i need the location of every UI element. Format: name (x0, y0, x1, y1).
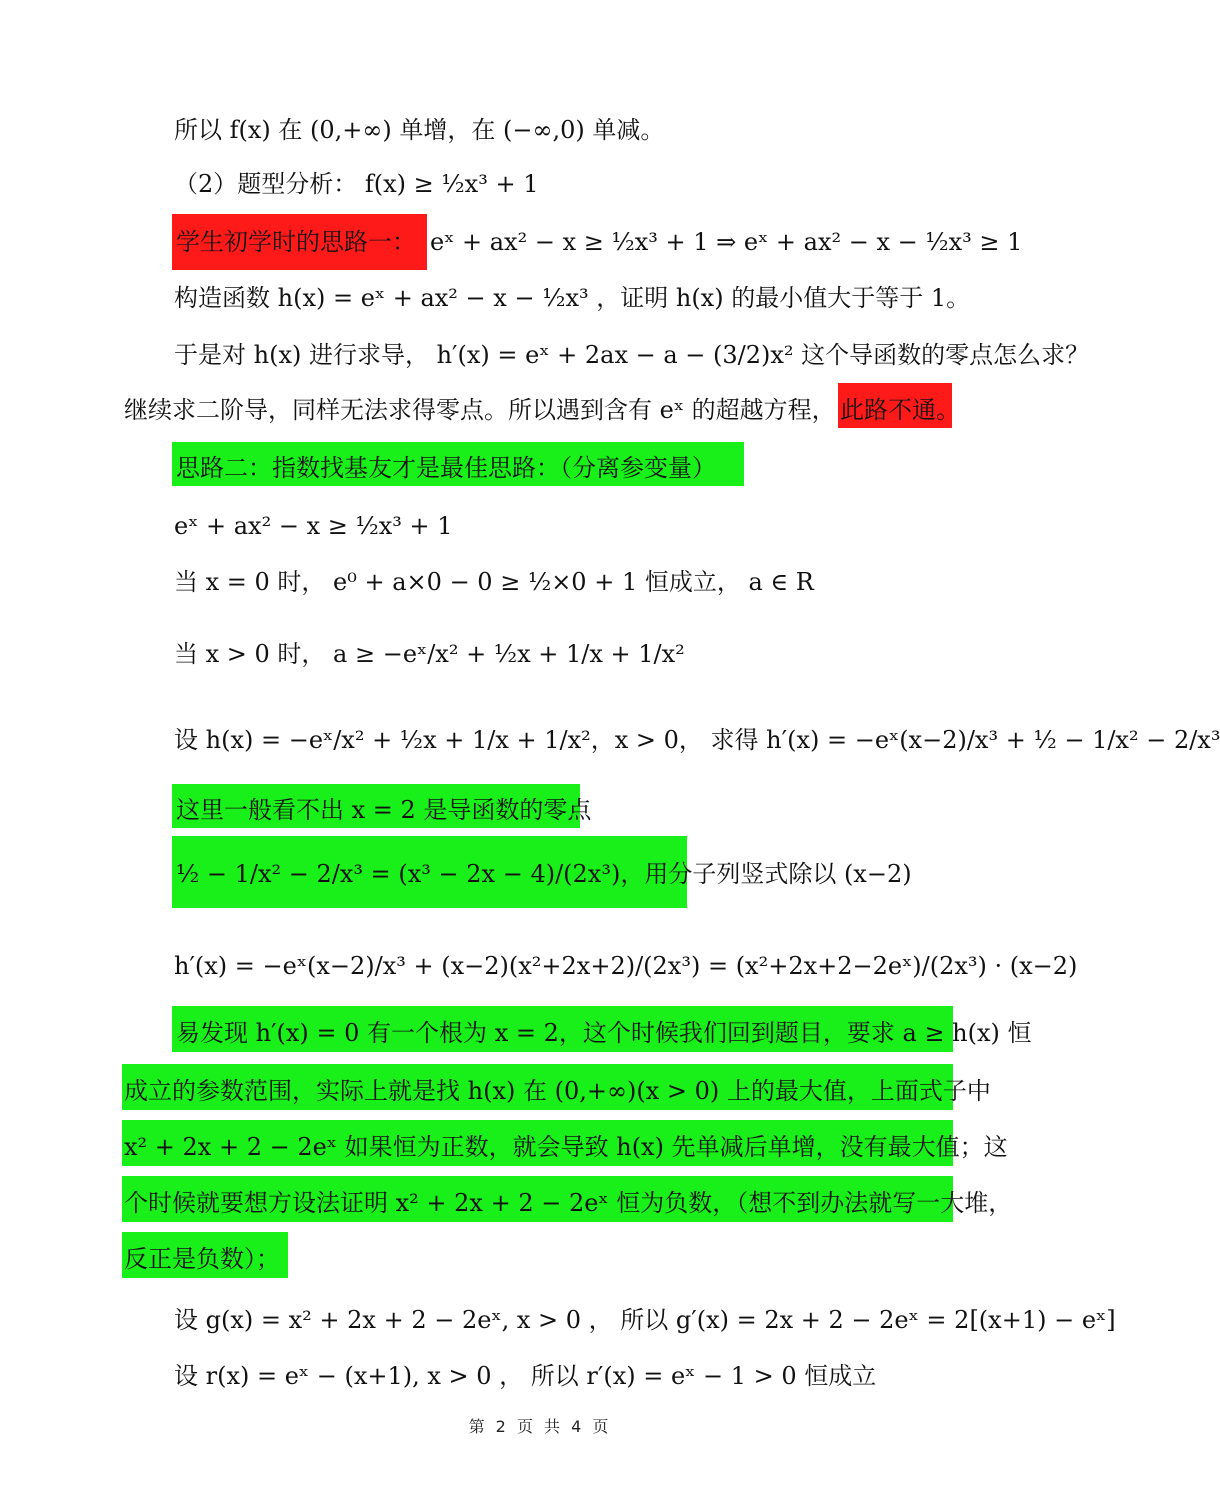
line-monotonic: 所以 f(x) 在 (0,+∞) 单增，在 (−∞,0) 单减。 (174, 116, 665, 144)
paragraph-line-1: 易发现 h′(x) = 0 有一个根为 x = 2，这个时候我们回到题目，要求 a ≥ h(x) 恒 (176, 1019, 1032, 1047)
line-problem-analysis: （2）题型分析： f(x) ≥ ½x³ + 1 (174, 170, 539, 198)
line-idea2-label: 思路二：指数找基友才是最佳思路：（分离参变量） (176, 454, 716, 482)
line-define-h: 设 h(x) = −eˣ/x² + ½x + 1/x + 1/x²，x > 0， 求得 h′(x) = −eˣ(x−2)/x³ + ½ − 1/x² − 2/x³ (174, 726, 1220, 754)
paragraph-line-4: 个时候就要想方设法证明 x² + 2x + 2 − 2eˣ 恒为负数，（想不到办法就写一大堆， (124, 1189, 1013, 1217)
paragraph-line-2: 成立的参数范围，实际上就是找 h(x) 在 (0,+∞)(x > 0) 上的最大值，上面式子中 (124, 1077, 991, 1105)
line-derivative-question: 于是对 h(x) 进行求导， h′(x) = eˣ + 2ax − a − (3/2)x² 这个导函数的零点怎么求？ (174, 341, 1090, 369)
line-zero-hint: 这里一般看不出 x = 2 是导函数的零点 (176, 796, 592, 824)
line-inequality: eˣ + ax² − x ≥ ½x³ + 1 (174, 512, 453, 540)
line-idea1-label: 学生初学时的思路一： (176, 228, 416, 256)
line-case-x-positive: 当 x > 0 时， a ≥ −eˣ/x² + ½x + 1/x + 1/x² (174, 640, 685, 668)
line-h-prime-factored: h′(x) = −eˣ(x−2)/x³ + (x−2)(x²+2x+2)/(2x³) = (x²+2x+2−2eˣ)/(2x³) · (x−2) (174, 952, 1078, 980)
page-footer: 第 2 页 共 4 页 (468, 1417, 612, 1436)
line-case-x-zero: 当 x = 0 时， e⁰ + a×0 − 0 ≥ ½×0 + 1 恒成立， a ∈ R (174, 568, 814, 596)
line-second-derivative: 继续求二阶导，同样无法求得零点。所以遇到含有 eˣ 的超越方程， (124, 396, 836, 424)
paragraph-line-3: x² + 2x + 2 − 2eˣ 如果恒为正数，就会导致 h(x) 先单减后单增，没有最大值；这 (124, 1133, 1008, 1161)
line-idea1-math: eˣ + ax² − x ≥ ½x³ + 1 ⇒ eˣ + ax² − x − ½x³ ≥ 1 (430, 228, 1023, 256)
line-define-r: 设 r(x) = eˣ − (x+1), x > 0 ， 所以 r′(x) = eˣ − 1 > 0 恒成立 (174, 1362, 877, 1390)
line-dead-end: 此路不通。 (840, 396, 960, 424)
line-define-g: 设 g(x) = x² + 2x + 2 − 2eˣ, x > 0 ， 所以 g′(x) = 2x + 2 − 2eˣ = 2[(x+1) − eˣ] (174, 1306, 1116, 1334)
line-construct-h: 构造函数 h(x) = eˣ + ax² − x − ½x³ ，证明 h(x) 的最小值大于等于 1。 (174, 284, 971, 312)
line-long-division: ½ − 1/x² − 2/x³ = (x³ − 2x − 4)/(2x³)，用分子列竖式除以 (x−2) (176, 860, 912, 888)
paragraph-line-5: 反正是负数）； (124, 1245, 280, 1273)
